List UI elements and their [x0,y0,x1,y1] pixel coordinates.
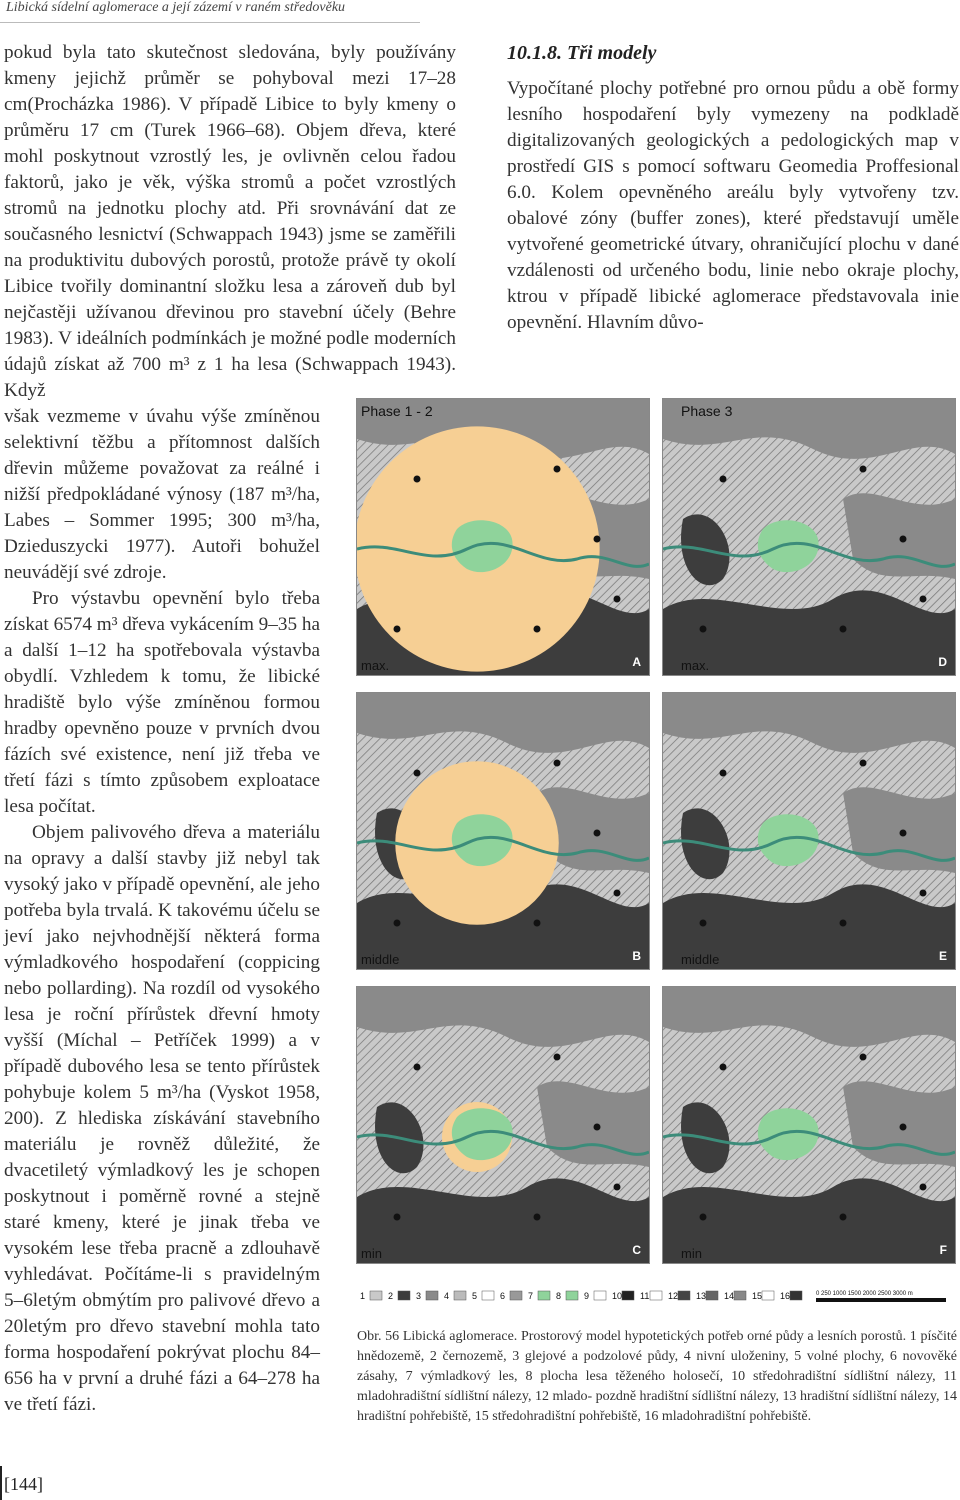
paragraph-1: pokud byla tato skutečnost sledována, byly používány kmeny jejichž průměr se pohyboval mezi 17–28 cm(Procházka 1986). V případě Libice to byly kmeny o průměru 17 cm (Turek 1966–68). Objem dřeva, které mohl poskytnout vzrostlý les, je ovlivněn celou řadou faktorů, jako je věk, výška stromů a počet vzrostlých stromů na jednotku plochy atd. Při srovnávání dat ze současného lesnictví (Schwappach 1943) jsme se zaměřili na produktivitu dubových porostů, protože právě ty okolí Libice tvořily dominantní složku lesa a zároveň dub byl nejčastěji užívanou dřevinou pro stavební účely (Behre 1983). V ideálních podmínkách je možné podle moderních údajů získat až 700 m³ z 1 ha lesa (Schwappach 1943). Když [4,42,456,401]
site-marker [394,920,401,927]
legend-item-number: 16 [780,1291,791,1301]
legend-item-number: 13 [696,1291,707,1301]
site-marker [900,1124,907,1131]
legend-item-number: 6 [500,1291,506,1301]
panel-letter-d: D [938,655,947,669]
site-marker [394,626,401,633]
site-marker [394,1214,401,1221]
legend-swatch [706,1291,718,1300]
site-marker [840,920,847,927]
figure-caption: Obr. 56 Libická aglomerace. Prostorový model hypotetických potřeb orné půdy a lesních porostů. 1 písčité hnědozemě, 2 černozemě, 3 glejové a podzolové půdy, 4 nivní uloženiny, 5 volné plochy, 6 novověké zásahy, 7 výmladkový les, 8 plocha lesa těženého holosečí, 10 středohradištní sídlištní nálezy, 11 mladohradištní sídlištní nálezy, 12 mlado- pozdně hradištní sídlištní nálezy, 13 hradištní sídlištní nálezy, 14 hradištní pohřebiště, 15 středohradištní pohřebiště, 16 mladohradištní pohřebiště. [357,1329,957,1424]
scenario-label-b: middle [361,952,400,967]
legend-swatch [398,1291,410,1300]
site-marker [720,1064,727,1071]
site-marker [414,1064,421,1071]
map-panel-a [356,398,650,676]
legend-item-number: 9 [584,1291,590,1301]
map-panel-d [662,398,956,676]
site-marker [700,920,707,927]
site-marker [554,466,561,473]
map-panel-e-svg [663,693,955,969]
map-panel-b-svg [357,693,649,969]
map-panel-d-svg [663,399,955,675]
site-marker [414,476,421,483]
site-marker [594,1124,601,1131]
legend-swatch [370,1291,382,1300]
site-marker [840,626,847,633]
site-marker [554,760,561,767]
paragraph-3: Objem palivového dřeva a materiálu na opravy a další stavby již nebyl tak vysoký jako v případě opevnění, ale jeho potřeba byla trvalá. K takovému účelu se jeví jako nejvhodnější některá forma výmladkového hospodaření (coppicing nebo pollarding). Na rozdíl od vysokého lesa je roční přírůstek dřevní hmoty vyšší (Míchal – Petříček 1999) a v případě dubového lesa se tento přírůstek pohybuje kolem 5 m³/ha (Vyskot 1958, 200). Z hlediska získávání stavebního materiálu je rovněž důležité, že dvacetiletý výmladkový les je schopen poskytnout i poměrně rovné a stejně staré kmeny, které je jinak třeba ve vysokém lese třeba pracně a zdlouhavě vyhledávat. Počítáme-li s pravidelným 5–6letým obmýtím pro palivové dřevo a 20letým pro dřevo stavební mohla tato forma hospodaření pokrývat plochu 84–656 ha v první a druhé fázi a 64–278 ha ve třetí fázi. [4,822,320,1415]
site-marker [594,536,601,543]
legend-item-number: 4 [444,1291,450,1301]
site-marker [920,890,927,897]
legend-swatch [678,1291,690,1300]
scenario-label-a: max. [361,658,390,673]
legend-item-number: 10 [612,1291,623,1301]
map-panel-a-svg [357,399,649,675]
running-header: Libická sídelní aglomerace a její zázemí v raném středověku [6,0,346,15]
section-heading: 10.1.8. Tři modely [507,42,657,64]
panel-letter-e: E [938,949,947,963]
legend-item-number: 3 [416,1291,422,1301]
header-divider [0,22,420,23]
legend-swatch [762,1291,774,1300]
legend-swatch [622,1291,634,1300]
map-figure [356,398,956,1308]
site-marker [920,1184,927,1191]
site-marker [534,920,541,927]
panel-letter-c: C [632,1243,641,1257]
page-number: [144] [4,1474,43,1494]
section-paragraph: Vypočítané plochy potřebné pro ornou půdu a obě formy lesního hospodaření byly vymezeny na podkladě digitalizovaných geologických a pedologických map v prostředí GIS s pomocí softwaru Geomedia Proffesional 6.0. Kolem opevněného areálu byly vytvořeny tzv. obalové zóny (buffer zones), které představují uměle vytvořené geometrické útvary, ohraničující plochu v dané vzdálenosti od určeného bodu, linie nebo okraje plochy, ktrou v případě libické aglomerace představovala inie opevnění. Hlavním důvo- [507,78,959,333]
site-marker [534,1214,541,1221]
site-marker [900,830,907,837]
paragraph-1-continued: však vezmeme v úvahu výše zmíněnou selektivní těžbu a přítomnost dalších dřevin můžeme považovat za reálné i nižší předpokládané výnosy (187 m³/ha, Labes – Sommer 1995; 300 m³/ha, Dzieduszycki 1977). Autoři bohužel neuvádějí své zdroje. [4,406,320,583]
legend-item-number: 2 [388,1291,394,1301]
site-marker [860,1054,867,1061]
site-marker [554,1054,561,1061]
site-marker [900,536,907,543]
legend-swatch [426,1291,438,1300]
legend-scale-bar [816,1298,946,1302]
site-marker [700,1214,707,1221]
map-panel-b [356,692,650,970]
site-marker [720,770,727,777]
legend-swatch [482,1291,494,1300]
site-marker [860,760,867,767]
legend-swatch [566,1291,578,1300]
legend-item-number: 12 [668,1291,679,1301]
site-marker [614,596,621,603]
legend-item-number: 15 [752,1291,763,1301]
site-marker [840,1214,847,1221]
legend-swatch [650,1291,662,1300]
map-panel-f-svg [663,987,955,1263]
panel-letter-a: A [632,655,641,669]
map-legend [356,1283,956,1307]
scenario-label-f: min [681,1246,702,1261]
legend-item-number: 5 [472,1291,478,1301]
page-number-rule [0,1466,2,1500]
scenario-label-e: middle [681,952,720,967]
legend-svg [356,1283,956,1307]
site-marker [700,626,707,633]
legend-swatch [790,1291,802,1300]
site-marker [614,1184,621,1191]
map-panel-f [662,986,956,1264]
legend-item-number: 7 [528,1291,534,1301]
legend-swatch [734,1291,746,1300]
map-panel-e [662,692,956,970]
scenario-label-d: max. [681,658,710,673]
map-panel-c [356,986,650,1264]
legend-item-number: 8 [556,1291,562,1301]
phase-label-right: Phase 3 [681,403,733,419]
legend-scale-text: 0 250 1000 1500 2000 2500 3000 m [816,1291,913,1297]
site-marker [594,830,601,837]
phase-label-left: Phase 1 - 2 [361,403,433,419]
legend-item-number: 14 [724,1291,735,1301]
legend-swatch [594,1291,606,1300]
site-marker [860,466,867,473]
legend-item-number: 11 [640,1291,650,1301]
panel-letter-b: B [632,949,641,963]
panel-letter-f: F [939,1243,947,1257]
site-marker [534,626,541,633]
right-text-column [507,40,959,336]
site-marker [920,596,927,603]
paragraph-2: Pro výstavbu opevnění bylo třeba získat 6574 m³ dřeva vykácením 9–35 ha a další 1–12 ha spotřebovala výstavba obydlí. Vzhledem k tomu, že libické hradiště bylo výše zmíněnou formou hradby opevněno pouze v prvních dvou fázích své existence, není již třeba ve třetí fázi s tímto způsobem exploatace lesa počítat. [4,588,320,817]
legend-swatch [510,1291,522,1300]
map-panel-c-svg [357,987,649,1263]
legend-swatch [538,1291,550,1300]
scenario-label-c: min [361,1246,382,1261]
site-marker [614,890,621,897]
legend-swatch [454,1291,466,1300]
site-marker [414,770,421,777]
legend-item-number: 1 [360,1291,366,1301]
site-marker [720,476,727,483]
